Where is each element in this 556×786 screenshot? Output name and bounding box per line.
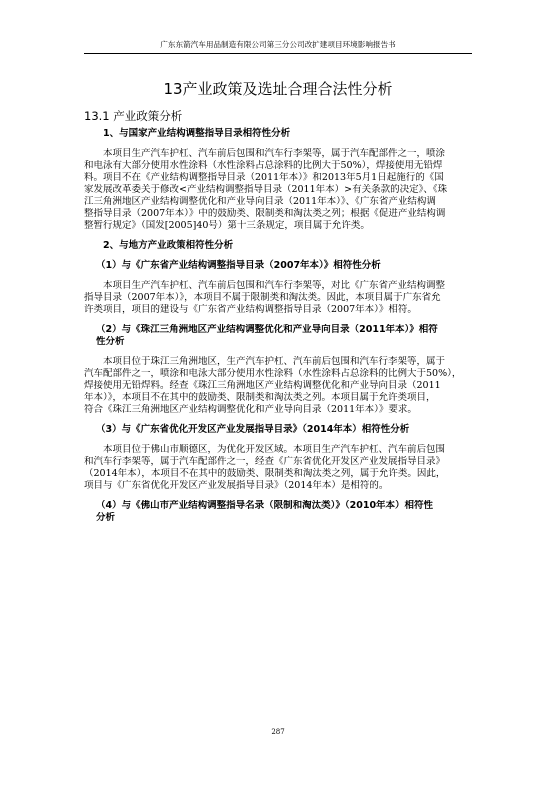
item-title-2 xyxy=(84,324,472,348)
title-line: 性分析 xyxy=(96,336,125,347)
paragraph-4 xyxy=(84,444,472,492)
text-line: 年本）》，本项目不在其中的鼓励类、限制类和淘汰类之列。本项目属于允许类项目， xyxy=(84,392,436,403)
section-title: 13.1 产业政策分析 xyxy=(84,109,183,123)
text-line: 本项目生产汽车护杠、汽车前后包围和汽车行李架等，属于汽车配部件之一，喷涂 xyxy=(103,148,446,159)
text-line: 项目与《广东省优化开发区产业发展指导目录》（2014年本）是相符的。 xyxy=(84,480,389,491)
text-line: 料。项目不在《产业结构调整指导目录（2011年本）》和2013年5月1日起施行的《国 xyxy=(84,172,444,183)
item-title-1: （1）与《广东省产业结构调整指导目录（2007年本）》相符性分析 xyxy=(96,260,381,271)
title-line: （2）与《珠江三角洲地区产业结构调整优化和产业导向目录（2011年本）》相符 xyxy=(96,324,438,335)
paragraph-2 xyxy=(84,280,472,316)
text-line: 整指导目录（2007年本）》中的鼓励类、限制类和淘汰类之列；根据《促进产业结构调 xyxy=(84,208,446,219)
text-line: 江三角洲地区产业结构调整优化和产业导向目录（2011年本）》、《广东省产业结构调 xyxy=(84,196,436,207)
text-line: 符合《珠江三角洲地区产业结构调整优化和产业导向目录（2011年本）》要求。 xyxy=(84,404,417,415)
text-line: 整暂行规定》（国发[2005]40号）第十三条规定，项目属于允许类。 xyxy=(84,220,370,231)
text-line: 和电泳有大部分使用水性涂料（水性涂料占总涂料的比例大于50%），焊接使用无铅焊 xyxy=(84,160,443,171)
text-line: （2014年本），本项目不在其中的鼓励类、限制类和淘汰类之列，属于允许类。因此， xyxy=(84,468,446,479)
text-line: 焊接使用无铅焊料。经查《珠江三角洲地区产业结构调整优化和产业导向目录（2011 xyxy=(84,380,441,391)
header-rule xyxy=(84,53,472,54)
title-line: 分析 xyxy=(96,512,116,523)
chapter-title: 13产业政策及选址合理合法性分析 xyxy=(163,80,393,98)
content xyxy=(84,109,472,532)
paragraph-3 xyxy=(84,356,472,416)
subsection-title-1: 1、与国家产业结构调整指导目录相符性分析 xyxy=(103,128,291,139)
text-line: 本项目生产汽车护杠、汽车前后包围和汽车行李架等，对比《广东省产业结构调整 xyxy=(103,280,446,291)
title-line: （4）与《佛山市产业结构调整指导名录（限制和淘汰类）》（2010年本）相符性 xyxy=(96,500,434,511)
running-header: 广东东箭汽车用品制造有限公司第三分公司改扩建项目环境影响报告书 xyxy=(160,40,396,49)
text-line: 本项目位于佛山市顺德区，为优化开发区域。本项目生产汽车护杠、汽车前后包围 xyxy=(103,444,446,455)
text-line: 本项目位于珠江三角洲地区，生产汽车护杠、汽车前后包围和汽车行李架等，属于 xyxy=(103,356,446,367)
paragraph-1 xyxy=(84,148,472,232)
item-title-4 xyxy=(84,500,472,524)
page-number: 287 xyxy=(271,728,285,736)
text-line: 许类项目，项目的建设与《广东省产业结构调整指导目录（2007年本）》相符。 xyxy=(84,304,417,315)
subsection-title-2: 2、与地方产业政策相符性分析 xyxy=(103,240,234,251)
text-line: 和汽车行李架等，属于汽车配部件之一，经查《广东省优化开发区产业发展指导目录》 xyxy=(84,456,446,467)
text-line: 家发展改革委关于修改<产业结构调整指导目录（2011年本）>有关条款的决定》、《珠 xyxy=(84,184,448,195)
item-title-3: （3）与《广东省优化开发区产业发展指导目录》（2014年本）相符性分析 xyxy=(96,424,410,435)
text-line: 汽车配部件之一，喷涂和电泳大部分使用水性涂料（水性涂料占总涂料的比例大于50%）， xyxy=(84,368,462,379)
text-line: 指导目录（2007年本）》，本项目不属于限制类和淘汰类。因此，本项目属于广东省允 xyxy=(84,292,441,303)
